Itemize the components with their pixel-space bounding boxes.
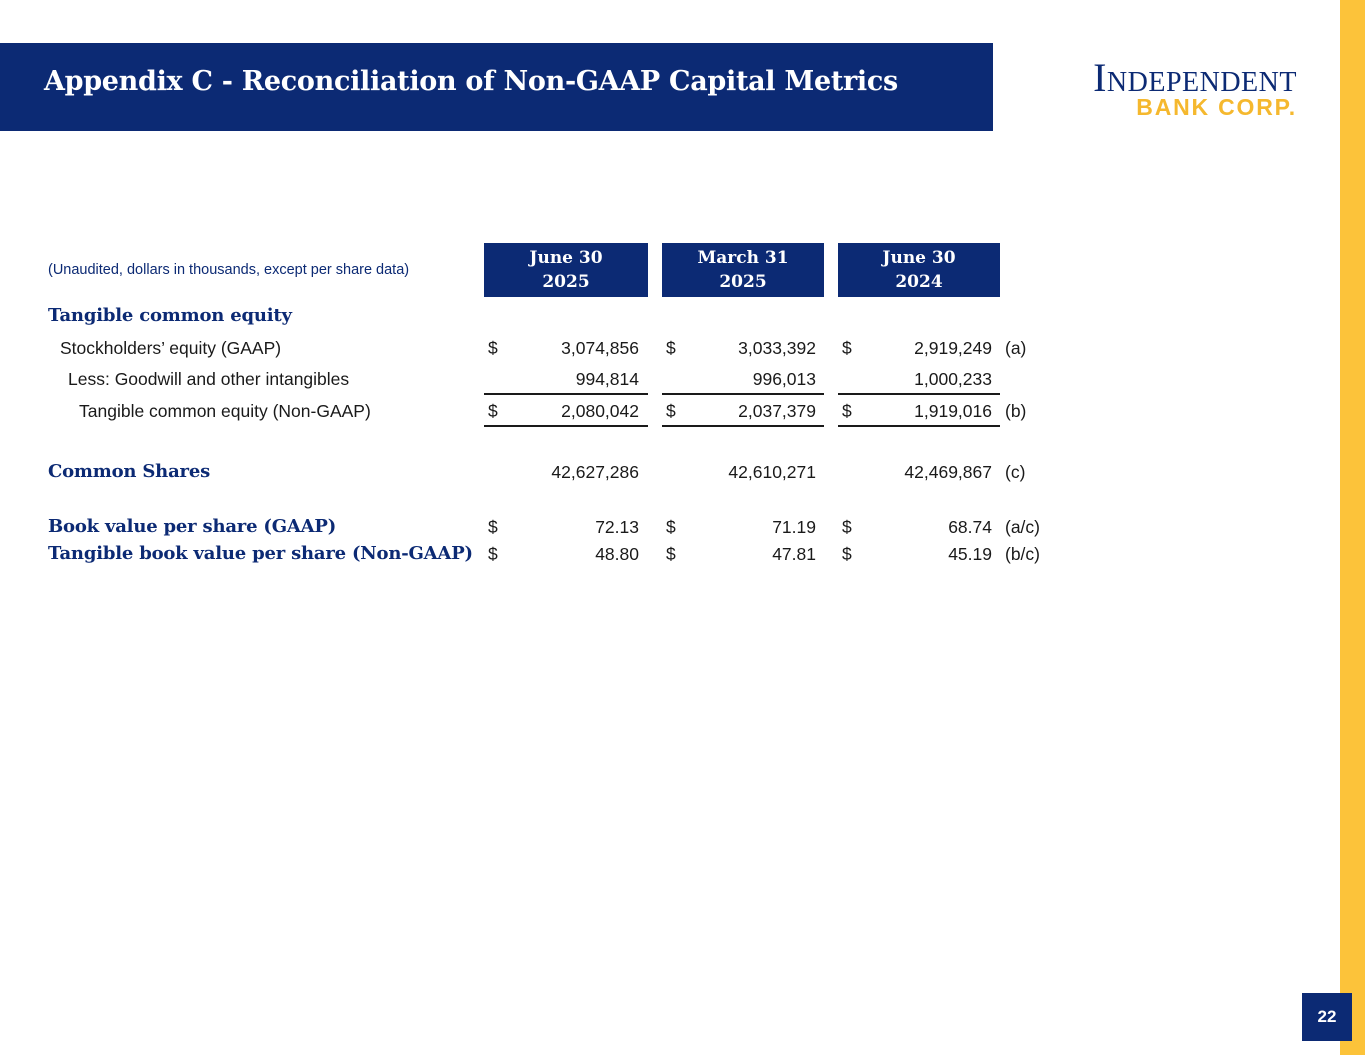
column-header-line1: June 30 [882,248,956,268]
currency-symbol: $ [666,401,676,421]
divider [662,425,824,427]
column-header-jun-2024 [838,243,1000,297]
currency-symbol: $ [666,517,676,537]
cell-bvps-mar-2025: 71.19 [772,517,816,537]
currency-symbol: $ [488,544,498,564]
cell-shares-jun-2024: 42,469,867 [904,462,992,482]
page-title: Appendix C - Reconciliation of Non-GAAP Capital Metrics [44,66,898,97]
section-common-shares: Common Shares [48,461,211,482]
row-label-tangible-common-equity: Tangible common equity (Non-GAAP) [79,401,371,421]
logo-subtitle: BANK CORP. [1136,94,1297,120]
currency-symbol: $ [666,544,676,564]
cell-bvps-jun-2024: 68.74 [948,517,992,537]
currency-symbol: $ [842,517,852,537]
currency-symbol: $ [488,401,498,421]
logo-wordmark: Independent [1093,55,1297,100]
column-header-line2: 2024 [895,272,943,292]
section-tangible-book-value-per-share: Tangible book value per share (Non-GAAP) [48,543,473,564]
table-note: (Unaudited, dollars in thousands, except per share data) [48,262,410,278]
row-ref-a-c: (a/c) [1005,517,1040,537]
row-label-goodwill: Less: Goodwill and other intangibles [68,369,350,389]
currency-symbol: $ [842,338,852,358]
cell-stockholders-jun-2024: 2,919,249 [914,338,992,358]
cell-tbvps-jun-2025: 48.80 [595,544,639,564]
cell-stockholders-jun-2025: 3,074,856 [561,338,639,358]
column-header-line2: 2025 [542,272,590,292]
cell-goodwill-jun-2024: 1,000,233 [914,369,992,389]
section-tangible-common-equity: Tangible common equity [48,305,292,326]
row-ref-c: (c) [1005,462,1026,482]
cell-bvps-jun-2025: 72.13 [595,517,639,537]
column-header-mar-2025 [662,243,824,297]
cell-tbvps-jun-2024: 45.19 [948,544,992,564]
row-label-stockholders-equity: Stockholders’ equity (GAAP) [60,338,282,358]
cell-tbvps-mar-2025: 47.81 [772,544,816,564]
currency-symbol: $ [842,544,852,564]
cell-tce-jun-2025: 2,080,042 [561,401,639,421]
divider [838,393,1000,395]
cell-stockholders-mar-2025: 3,033,392 [738,338,816,358]
currency-symbol: $ [488,517,498,537]
divider [662,393,824,395]
column-header-line1: March 31 [697,248,789,268]
accent-strip [1340,0,1365,1055]
column-header-line1: June 30 [529,248,603,268]
cell-tce-jun-2024: 1,919,016 [914,401,992,421]
currency-symbol: $ [666,338,676,358]
section-book-value-per-share: Book value per share (GAAP) [48,516,337,537]
column-header-jun-2025 [484,243,648,297]
cell-tce-mar-2025: 2,037,379 [738,401,816,421]
column-header-line2: 2025 [719,272,767,292]
cell-goodwill-mar-2025: 996,013 [752,369,816,389]
divider [484,425,648,427]
divider [838,425,1000,427]
cell-shares-mar-2025: 42,610,271 [728,462,816,482]
divider [484,393,648,395]
row-ref-a: (a) [1005,338,1027,358]
currency-symbol: $ [842,401,852,421]
row-ref-b-c: (b/c) [1005,544,1040,564]
row-ref-b: (b) [1005,401,1027,421]
currency-symbol: $ [488,338,498,358]
cell-goodwill-jun-2025: 994,814 [575,369,639,389]
page-number: 22 [1302,993,1352,1041]
cell-shares-jun-2025: 42,627,286 [551,462,639,482]
